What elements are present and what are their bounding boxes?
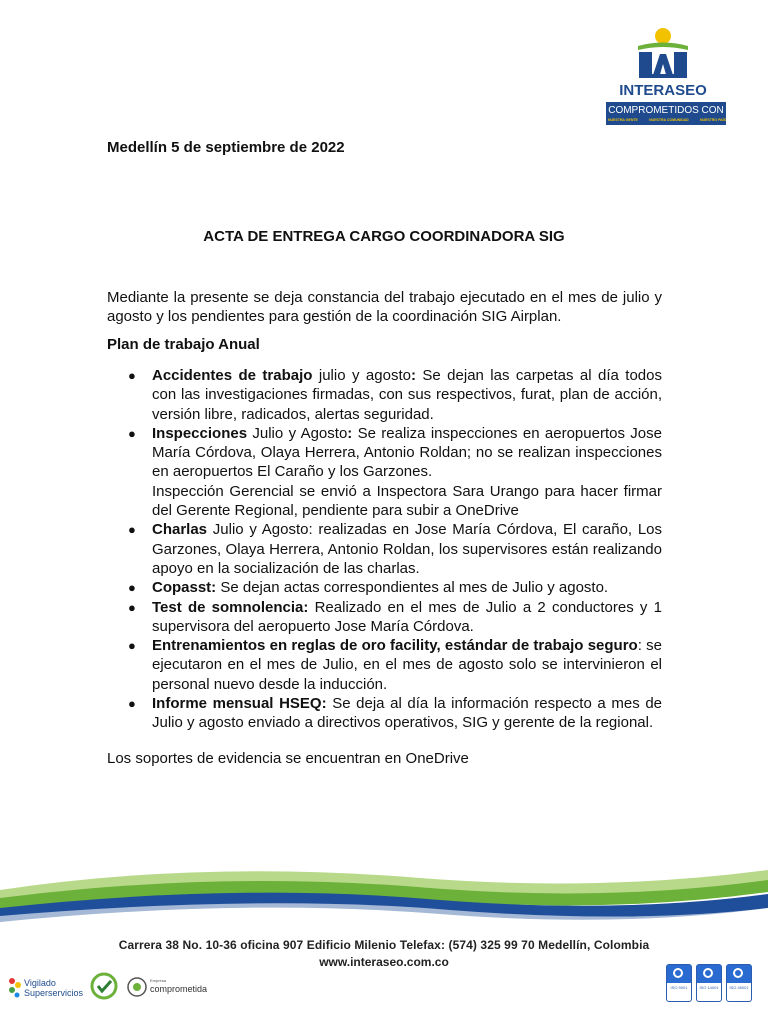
superservicios-seal	[8, 976, 88, 1000]
superservicios-icon	[8, 976, 22, 998]
bullet-icon: ●	[128, 696, 136, 712]
closing-paragraph: Los soportes de evidencia se encuentran en OneDrive	[107, 750, 469, 767]
plan-heading: Plan de trabajo Anual	[107, 336, 260, 353]
work-plan-list	[107, 366, 662, 733]
certification-icon	[733, 968, 743, 978]
bullet-icon: ●	[128, 599, 136, 615]
certification-label: ISO 9001	[670, 985, 688, 990]
intro-paragraph: Mediante la presente se deja constancia del trabajo ejecutado en el mes de julio y agosto y los pendientes para gestión de la coordinación SIG Airplan.	[107, 289, 662, 325]
list-item: ● Accidentes de trabajo julio y agosto: Se dejan las carpetas al día todos con las investigaciones firmadas, con sus respectivos, furat, plan de acción, versión libre, radicados, alertas seguridad.	[128, 367, 662, 423]
certification-badge	[666, 964, 692, 1002]
logo-word: NUESTRO PAÍS	[700, 118, 726, 122]
logo-word: NUESTRA COMUNIDAD	[649, 118, 689, 122]
certification-label: ISO 45001	[729, 985, 749, 990]
bullet-icon: ●	[128, 580, 136, 596]
bullet-icon: ●	[128, 522, 136, 538]
certification-badge	[696, 964, 722, 1002]
document-title: ACTA DE ENTREGA CARGO COORDINADORA SIG	[203, 228, 565, 245]
logo-word: NUESTRA GENTE	[608, 118, 638, 122]
certification-icon	[673, 968, 683, 978]
esr-badge-icon	[126, 976, 148, 998]
bullet-icon: ●	[128, 425, 136, 441]
certification-badge	[726, 964, 752, 1002]
list-item: ● Entrenamientos en reglas de oro facility, estándar de trabajo seguro: se ejecutaron en el mes de Julio, en el mes de agosto solo se intervinieron el personal nuevo desde la inducción.	[128, 637, 662, 693]
list-item: ● Informe mensual HSEQ: Se deja al día la información respecto a mes de Julio y agosto enviado a directivos operativos, SIG y gerente de la regional.	[128, 695, 663, 732]
certification-label: ISO 14001	[699, 985, 719, 990]
check-badge-icon	[90, 972, 118, 1000]
seal-label-line2: Superservicios	[24, 988, 84, 998]
footer-website: www.interaseo.com.co	[319, 955, 449, 969]
list-item: ● Charlas Julio y Agosto: realizadas en Jose María Córdova, El caraño, Los Garzones, Olaya Herrera, Antonio Roldan, los supervisores están realizando apoyo en la socialización de las charlas.	[128, 521, 662, 577]
seal3-small-label: Empresa	[150, 978, 167, 983]
list-item-extra: Inspección Gerencial se envió a Inspectora Sara Urango para hacer firmar del Gerente Regional, pendiente para subir a OneDrive	[152, 482, 662, 520]
green-check-seal	[90, 972, 118, 1000]
interaseo-logo	[600, 24, 730, 134]
list-item: ● Test de somnolencia: Realizado en el mes de Julio a 2 conductores y 1 supervisora del aeropuerto Jose María Córdova.	[128, 598, 662, 635]
document-date: Medellín 5 de septiembre de 2022	[107, 139, 345, 156]
logo-tagline: COMPROMETIDOS CON	[608, 105, 724, 116]
seal-label-line1: Vigilado	[24, 978, 56, 988]
footer-waves-graphic	[0, 850, 768, 940]
seal3-main-label: comprometida	[150, 984, 208, 994]
logo-name: INTERASEO	[619, 82, 707, 99]
list-item: ● Copasst: Se dejan actas correspondientes al mes de Julio y agosto.	[128, 579, 609, 597]
list-item: ● Inspecciones Julio y Agosto: Se realiza inspecciones en aeropuertos Jose María Córdova, Olaya Herrera, Antonio Roldan; no se realizan inspecciones en aeropuertos El Caraño y los Garzones. Inspección Gerencial se envió a Inspectora Sara Urango para hacer firmar del Gerente Regional, pendiente para subir a OneDrive	[128, 424, 662, 520]
logo-words	[608, 118, 726, 122]
bullet-icon: ●	[128, 368, 136, 383]
footer-address: Carrera 38 No. 10-36 oficina 907 Edificio Milenio Telefax: (574) 325 99 70 Medellín, Colombia	[118, 938, 650, 952]
certification-icon	[703, 968, 713, 978]
empresa-comprometida-seal	[126, 976, 216, 1000]
bullet-icon: ●	[128, 638, 136, 654]
